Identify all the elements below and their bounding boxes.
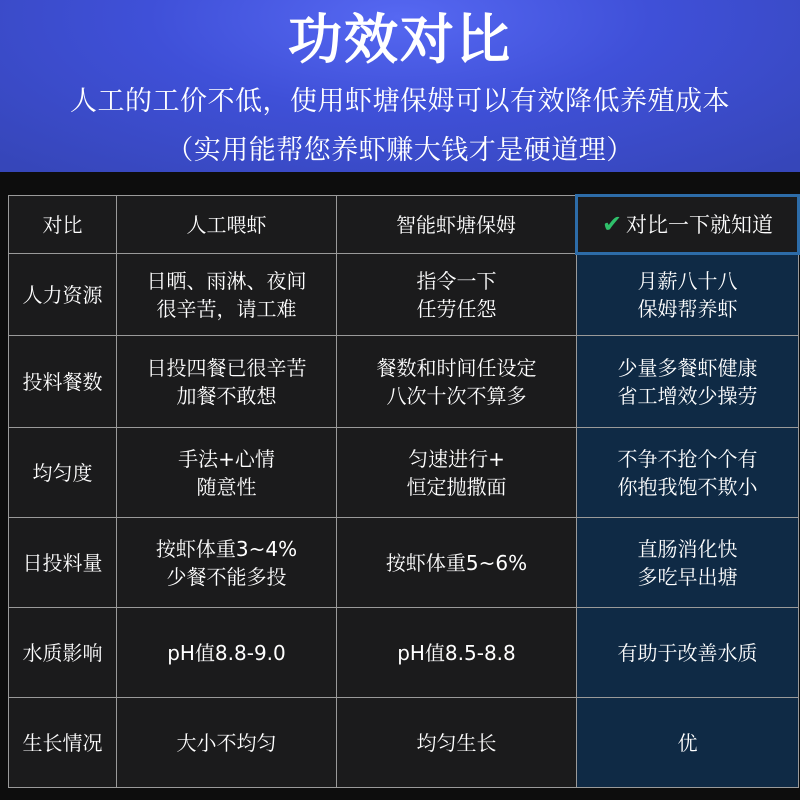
cell-line: 少餐不能多投 (166, 564, 287, 589)
table-row (9, 336, 799, 428)
cell-smart (337, 608, 577, 698)
subtitle-line-1: 人工的工价不低，使用虾塘保姆可以有效降低养殖成本 (70, 86, 730, 117)
header-cell-compare (577, 196, 799, 254)
cell-line: 优 (677, 730, 698, 755)
row-label: 生长情况 (9, 698, 117, 788)
comparison-table (8, 194, 800, 788)
cell-line: 大小不均匀 (176, 730, 277, 755)
row-label: 人力资源 (9, 254, 117, 336)
cell-manual (117, 428, 337, 518)
header-banner (0, 0, 800, 172)
cell-line: 加餐不敢想 (176, 383, 277, 408)
table-row (9, 698, 799, 788)
comparison-section (0, 172, 800, 800)
cell-line: 你抱我饱不欺小 (617, 474, 758, 499)
cell-line: pH值8.5-8.8 (397, 640, 516, 665)
cell-line: 日晒、雨淋、夜间 (146, 268, 307, 293)
cell-compare (577, 608, 799, 698)
cell-line: 匀速进行+ (408, 446, 505, 471)
cell-line: 有助于改善水质 (617, 640, 758, 665)
cell-smart (337, 336, 577, 428)
header-cell-smart: 智能虾塘保姆 (337, 196, 577, 254)
cell-line: 很辛苦，请工难 (156, 296, 297, 321)
table-header-row (9, 196, 799, 254)
cell-line: 餐数和时间任设定 (376, 355, 537, 380)
cell-compare (577, 336, 799, 428)
cell-line: 恒定抛撒面 (406, 474, 507, 499)
cell-line: 八次十次不算多 (386, 383, 527, 408)
row-label: 水质影响 (9, 608, 117, 698)
cell-line: 随意性 (196, 474, 257, 499)
cell-compare (577, 698, 799, 788)
cell-line: 月薪八十八 (637, 269, 738, 293)
cell-smart (337, 698, 577, 788)
table-row (9, 518, 799, 608)
header-cell-manual: 人工喂虾 (117, 196, 337, 254)
cell-manual (117, 336, 337, 428)
cell-manual (117, 254, 337, 336)
cell-compare (577, 518, 799, 608)
cell-line: 直肠消化快 (637, 536, 738, 561)
cell-manual (117, 608, 337, 698)
cell-line: 日投四餐已很辛苦 (146, 355, 307, 380)
table-row (9, 608, 799, 698)
cell-line: 保姆帮养虾 (637, 297, 738, 321)
row-label: 投料餐数 (9, 336, 117, 428)
cell-line: 按虾体重5~6% (385, 550, 528, 575)
cell-line: pH值8.8-9.0 (167, 640, 286, 665)
subtitle-line-2: （实用能帮您养虾赚大钱才是硬道理） (166, 135, 634, 166)
header-cell-label: 对比 (9, 196, 117, 254)
cell-manual (117, 698, 337, 788)
header-compare-label: 对比一下就知道 (626, 213, 774, 237)
row-label: 日投料量 (9, 518, 117, 608)
cell-line: 均匀生长 (416, 730, 497, 755)
cell-line: 少量多餐虾健康 (617, 355, 758, 380)
page-title: 功效对比 (288, 8, 512, 71)
table-row (9, 254, 799, 336)
cell-compare (577, 254, 799, 336)
cell-line: 省工增效少操劳 (617, 383, 758, 408)
cell-line: 指令一下 (416, 268, 497, 293)
cell-smart (337, 254, 577, 336)
cell-line: 手法+心情 (178, 446, 275, 471)
cell-line: 多吃早出塘 (637, 564, 738, 589)
cell-line: 不争不抢个个有 (617, 446, 758, 471)
check-icon: ✔ (601, 210, 623, 238)
cell-line: 任劳任怨 (416, 296, 497, 321)
cell-smart (337, 518, 577, 608)
row-label: 均匀度 (9, 428, 117, 518)
cell-line: 按虾体重3~4% (155, 536, 298, 561)
cell-manual (117, 518, 337, 608)
cell-compare (577, 428, 799, 518)
cell-smart (337, 428, 577, 518)
table-row (9, 428, 799, 518)
